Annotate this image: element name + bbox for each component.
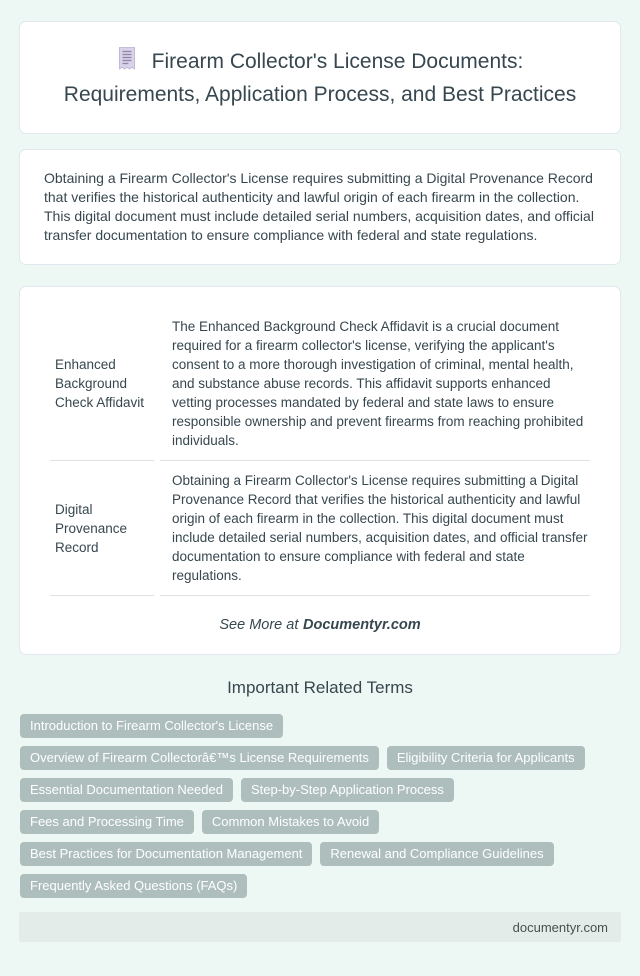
definitions-card bbox=[19, 286, 621, 655]
related-term-tag[interactable]: Fees and Processing Time bbox=[20, 810, 194, 834]
see-more-note bbox=[44, 617, 596, 633]
footer-bar bbox=[19, 912, 621, 942]
related-term-tag[interactable]: Common Mistakes to Avoid bbox=[202, 810, 379, 834]
definitions-table bbox=[44, 307, 596, 596]
receipt-icon bbox=[117, 46, 137, 80]
definition-cell: Obtaining a Firearm Collector's License requires submitting a Digital Provenance Record that verifies the historical authenticity and lawful origin of each firearm in the collection. This digital document must include detailed serial numbers, acquisition dates, and official transfer documentation to ensure compliance with federal and state regulations. bbox=[160, 461, 590, 596]
see-more-brand: Documentyr.com bbox=[302, 617, 421, 633]
term-cell: Enhanced Background Check Affidavit bbox=[50, 307, 154, 461]
intro-card bbox=[19, 149, 621, 265]
intro-paragraph: Obtaining a Firearm Collector's License requires submitting a Digital Provenance Record that verifies the historical authenticity and lawful origin of each firearm in the collection. This digital document must include detailed serial numbers, acquisition dates, and official transfer documentation to ensure compliance with federal and state regulations. bbox=[44, 170, 594, 243]
related-terms-list bbox=[19, 714, 621, 898]
related-term-tag[interactable]: Frequently Asked Questions (FAQs) bbox=[20, 874, 247, 898]
footer-site-label: documentyr.com bbox=[512, 919, 608, 935]
related-terms-heading: Important Related Terms bbox=[227, 678, 413, 697]
table-row bbox=[50, 307, 590, 461]
definition-cell: The Enhanced Background Check Affidavit is a crucial document required for a firearm collector's license, verifying the applicant's consent to a more thorough investigation of criminal, mental health, and substance abuse records. This affidavit supports enhanced vetting processes mandated by federal and state laws to ensure responsible ownership and prevent firearms from reaching prohibited individuals. bbox=[160, 307, 590, 461]
see-more-prefix: See More at bbox=[219, 617, 299, 633]
table-row bbox=[50, 461, 590, 596]
related-term-tag[interactable]: Step-by-Step Application Process bbox=[241, 778, 454, 802]
title-card bbox=[19, 21, 621, 134]
term-cell: Digital Provenance Record bbox=[50, 461, 154, 596]
related-term-tag[interactable]: Overview of Firearm Collectorâ€™s License Requirements bbox=[20, 746, 379, 770]
related-term-tag[interactable]: Best Practices for Documentation Management bbox=[20, 842, 312, 866]
page-title bbox=[54, 46, 586, 109]
page-title-text: Firearm Collector's License Documents: Requirements, Application Process, and Best Practices bbox=[63, 50, 577, 106]
related-term-tag[interactable]: Introduction to Firearm Collector's License bbox=[20, 714, 283, 738]
related-term-tag[interactable]: Eligibility Criteria for Applicants bbox=[387, 746, 585, 770]
related-term-tag[interactable]: Essential Documentation Needed bbox=[20, 778, 233, 802]
related-term-tag[interactable]: Renewal and Compliance Guidelines bbox=[320, 842, 553, 866]
